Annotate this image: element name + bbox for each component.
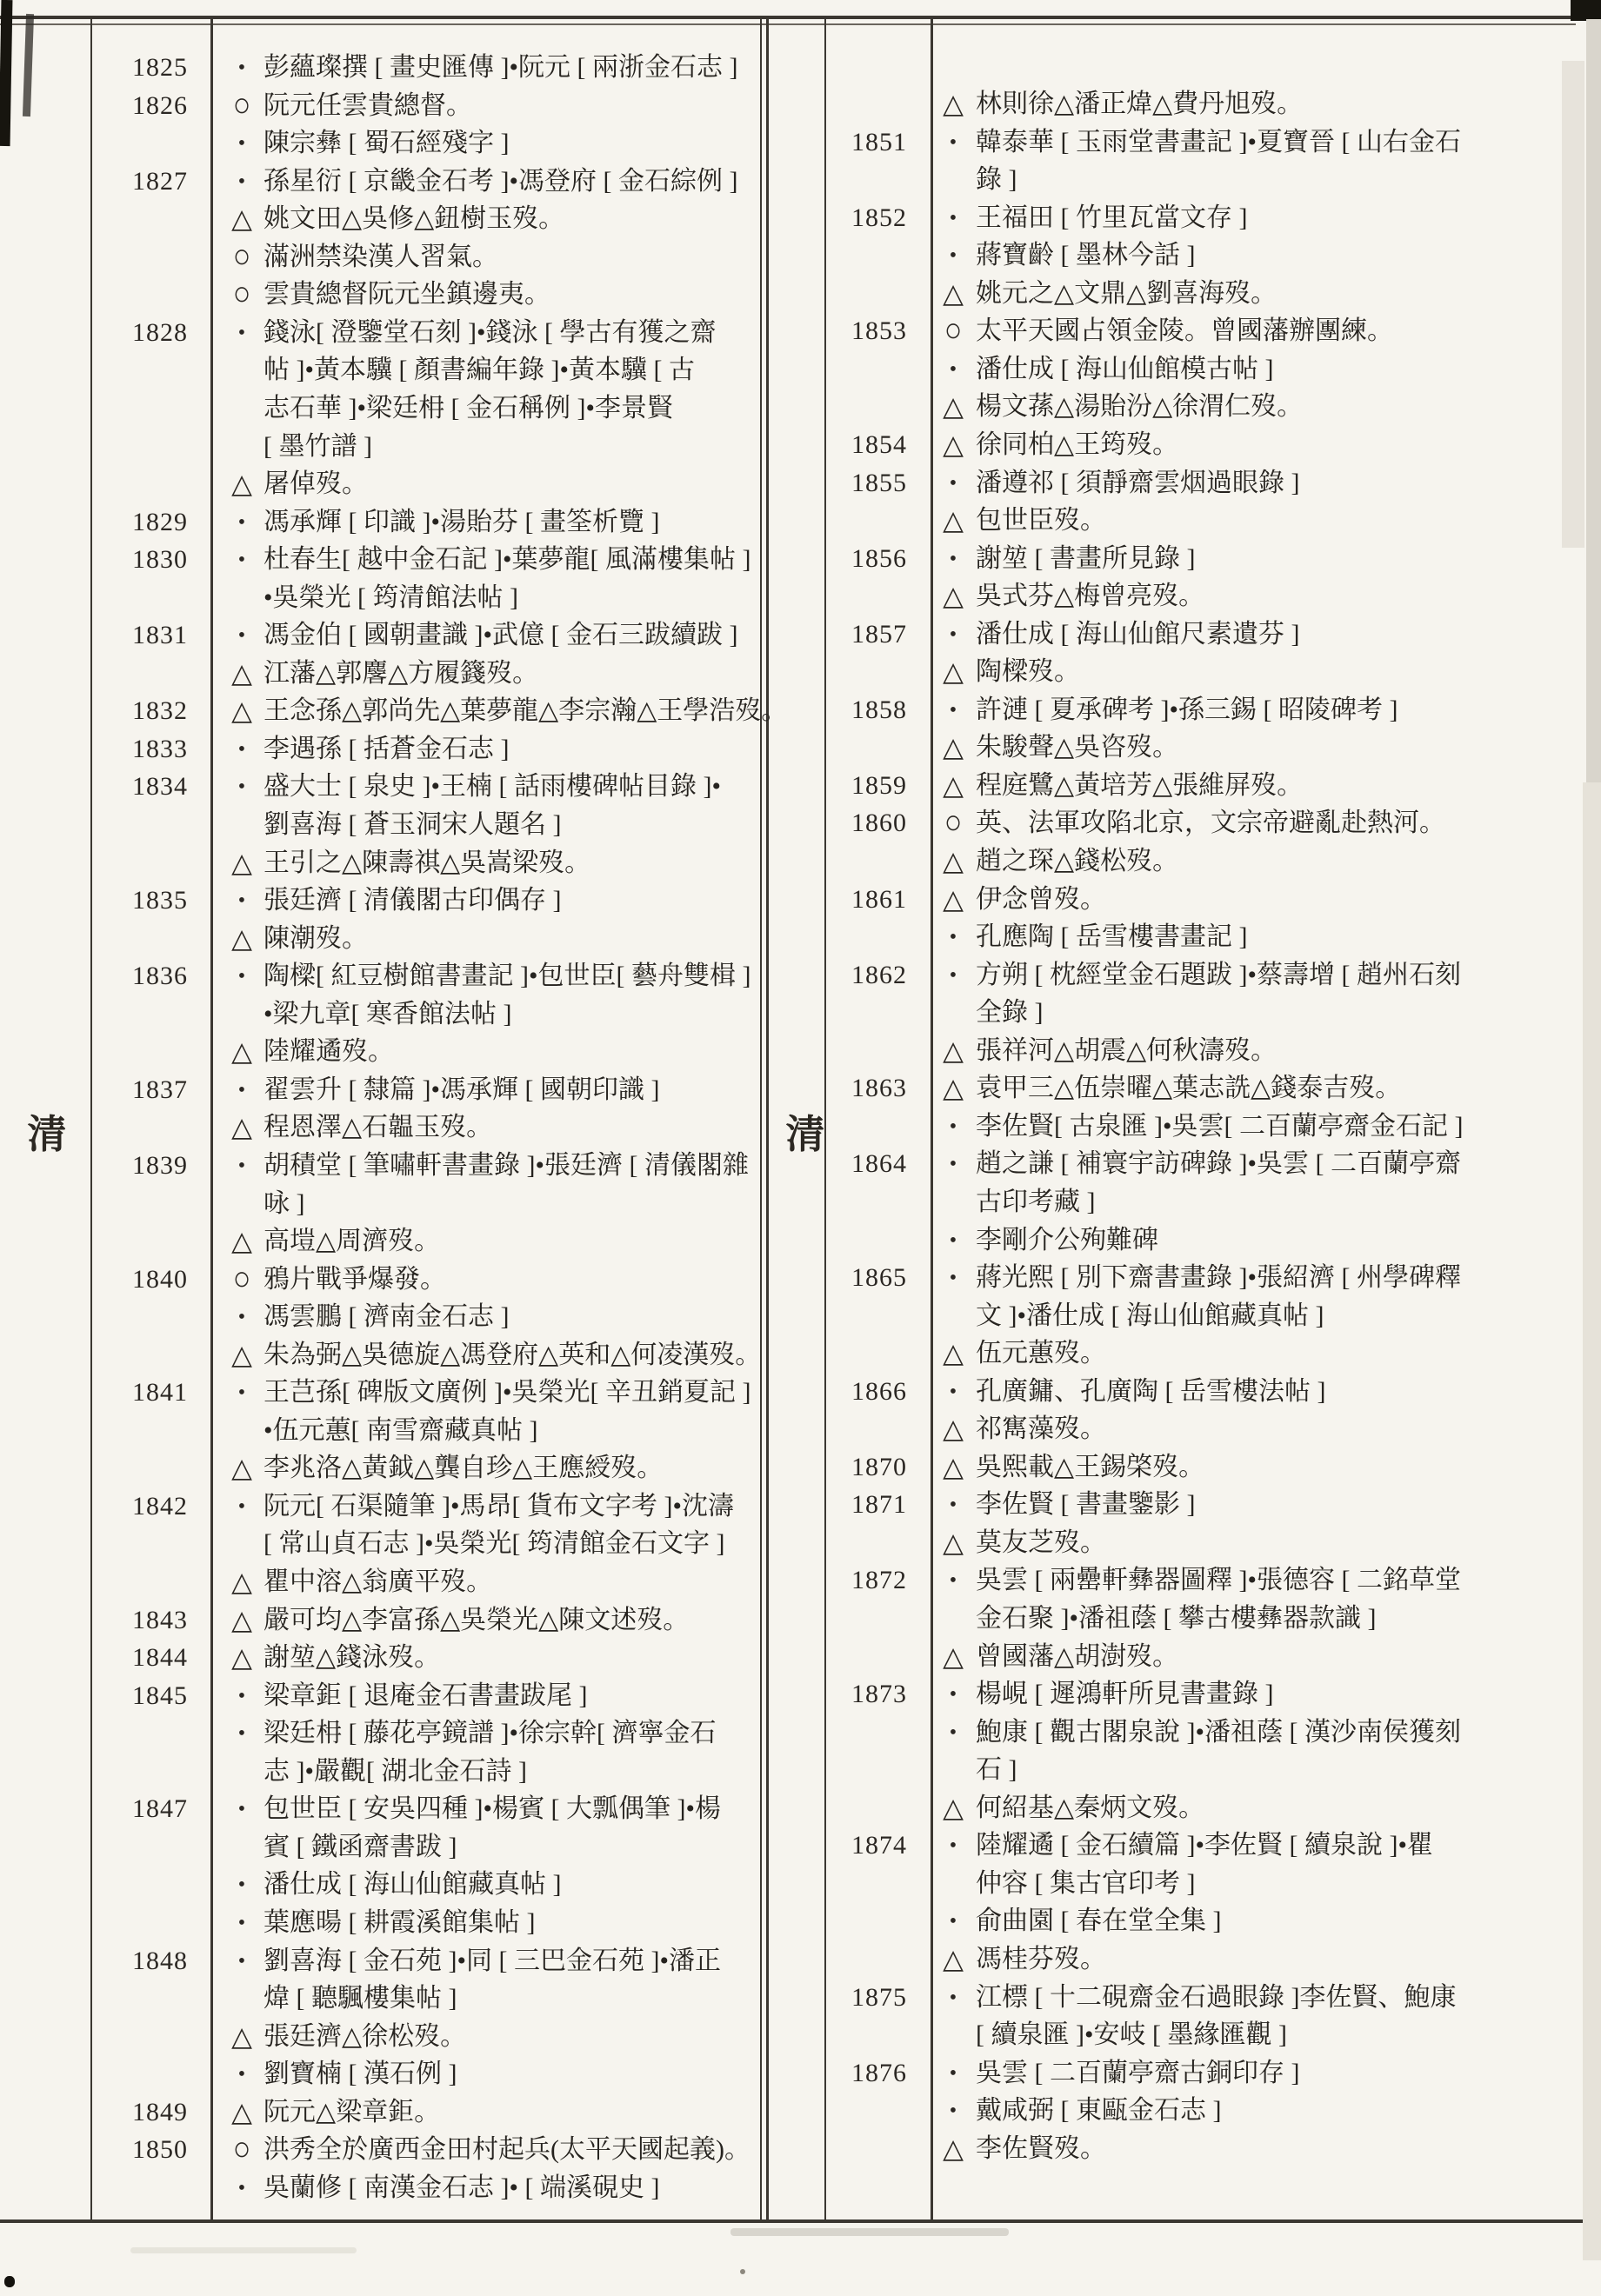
scan-artifact-right-edge xyxy=(1583,782,1601,2260)
publication-dot-icon: • xyxy=(949,1153,957,1176)
entry-text: 王念孫△郭尚先△葉夢龍△李宗瀚△王學浩歿。 xyxy=(263,696,788,726)
entry-text: 朱駿聲△吳咨歿。 xyxy=(976,733,1179,762)
entry-text: 俞曲園 [ 春在堂全集 ] xyxy=(976,1907,1222,1936)
publication-dot-icon: • xyxy=(237,549,246,572)
entry-text: 劉喜海 [ 蒼玉洞宋人題名 ] xyxy=(263,810,562,839)
year-label: 1866 xyxy=(851,1376,907,1406)
entry-text: 煒 [ 聽颿樓集帖 ] xyxy=(263,1984,457,2013)
publication-dot-icon: • xyxy=(949,963,957,987)
entry-text: 古印考藏 ] xyxy=(976,1187,1096,1216)
death-triangle-icon: △ xyxy=(231,203,252,235)
year-label: 1844 xyxy=(132,1643,188,1673)
year-label: 1834 xyxy=(132,772,188,802)
death-triangle-icon: △ xyxy=(943,1451,964,1482)
entry-text: 林則徐△潘正煒△費丹旭歿。 xyxy=(976,90,1304,118)
scan-artifact-right-marks xyxy=(1562,61,1584,548)
publication-dot-icon: • xyxy=(237,132,246,156)
entry-text: 曾國藩△胡澍歿。 xyxy=(976,1641,1179,1671)
entry-text: [ 墨竹譜 ] xyxy=(263,431,372,461)
entry-text: •吳榮光 [ 筠清館法帖 ] xyxy=(263,582,518,612)
publication-dot-icon: • xyxy=(949,547,957,570)
entry-text: 李遇孫 [ 括蒼金石志 ] xyxy=(263,734,510,763)
publication-dot-icon: • xyxy=(949,1720,957,1744)
publication-dot-icon: • xyxy=(949,622,957,646)
entry-text: 張廷濟△徐松歿。 xyxy=(263,2021,467,2051)
entry-text: 李佐賢 [ 書畫鑒影 ] xyxy=(976,1490,1196,1520)
entry-text: 阮元△梁章鉅。 xyxy=(263,2097,441,2126)
dynasty-label-right: 清 xyxy=(785,1113,825,1156)
year-label: 1842 xyxy=(132,1491,188,1521)
death-triangle-icon: △ xyxy=(943,769,964,801)
table-border-top-inner xyxy=(0,23,1576,25)
scan-artifact-bottom-smear-2 xyxy=(130,2247,357,2253)
entry-text: 姚文田△吳修△鈕樹玉歿。 xyxy=(263,204,565,234)
publication-dot-icon: • xyxy=(237,1684,246,1707)
entry-text: 方朔 [ 枕經堂金石題跋 ]•蔡壽增 [ 趙州石刻 xyxy=(976,960,1461,989)
entry-text: 帖 ]•黃本驥 [ 顏書編年錄 ]•黃本驥 [ 古 xyxy=(263,356,695,385)
year-label: 1858 xyxy=(851,695,907,724)
year-label: 1875 xyxy=(851,1982,907,2012)
entry-text: 姚元之△文鼎△劉喜海歿。 xyxy=(976,278,1277,308)
death-triangle-icon: △ xyxy=(943,1792,964,1823)
publication-dot-icon: • xyxy=(949,1834,957,1858)
entry-text: 伍元蕙歿。 xyxy=(976,1339,1106,1368)
year-label: 1860 xyxy=(851,809,907,838)
year-label: 1862 xyxy=(851,960,907,989)
death-triangle-icon: △ xyxy=(943,1640,964,1672)
year-label: 1841 xyxy=(132,1378,188,1408)
publication-dot-icon: • xyxy=(237,1873,246,1897)
year-label: 1853 xyxy=(851,316,907,346)
event-circle-icon: ○ xyxy=(944,804,963,842)
entry-text: 吳式芬△梅曾亮歿。 xyxy=(976,582,1205,611)
death-triangle-icon: △ xyxy=(943,732,964,763)
entry-text: 包世臣歿。 xyxy=(976,506,1106,536)
entry-text: 李兆洛△黃鉞△龔自珍△王應綬歿。 xyxy=(263,1454,664,1483)
year-label: 1865 xyxy=(851,1263,907,1293)
event-circle-icon: ○ xyxy=(232,86,251,124)
entry-text: 梁廷枏 [ 藤花亭鏡譜 ]•徐宗幹[ 濟寧金石 xyxy=(263,1719,717,1748)
publication-dot-icon: • xyxy=(949,698,957,722)
entry-text: 英、法軍攻陷北京，文宗帝避亂赴熱河。 xyxy=(976,809,1445,838)
year-label: 1832 xyxy=(132,696,188,726)
death-triangle-icon: △ xyxy=(943,581,964,612)
publication-dot-icon: • xyxy=(237,889,246,913)
scan-artifact-bottomleft-dot xyxy=(4,2276,15,2287)
rule-left-right-border-1 xyxy=(760,17,762,2221)
year-label: 1833 xyxy=(132,734,188,763)
publication-dot-icon: • xyxy=(237,2176,246,2200)
entry-text: 馮雲鵬 [ 濟南金石志 ] xyxy=(263,1302,510,1332)
entry-text: 江藩△郭麐△方履籛歿。 xyxy=(263,658,539,688)
entry-text: 李佐賢[ 古泉匯 ]•吳雲[ 二百蘭亭齋金石記 ] xyxy=(976,1111,1464,1141)
year-label: 1826 xyxy=(132,90,188,120)
year-label: 1876 xyxy=(851,2058,907,2087)
entry-text: 蔣寶齡 [ 墨林今話 ] xyxy=(976,241,1196,270)
entry-text: 潘遵祁 [ 須靜齋雲烟過眼錄 ] xyxy=(976,468,1300,497)
entry-text: 馮承輝 [ 印識 ]•湯貽芬 [ 畫筌析覽 ] xyxy=(263,507,660,536)
scan-artifact-topleft-band xyxy=(23,14,34,116)
entry-text: 賓 [ 鐵函齋書跋 ] xyxy=(263,1832,457,1861)
entry-text: 謝堃 [ 書畫所見錄 ] xyxy=(976,543,1196,573)
publication-dot-icon: • xyxy=(237,965,246,988)
entry-text: 吳蘭修 [ 南漢金石志 ]• [ 端溪硯史 ] xyxy=(263,2173,660,2202)
publication-dot-icon: • xyxy=(949,926,957,949)
entry-text: 葉應暘 [ 耕霞溪館集帖 ] xyxy=(263,1907,536,1937)
publication-dot-icon: • xyxy=(949,1228,957,1252)
entry-text: 滿洲禁染漢人習氣。 xyxy=(263,242,498,271)
publication-dot-icon: • xyxy=(237,2063,246,2086)
death-triangle-icon: △ xyxy=(231,1036,252,1068)
entry-text: 陶樑[ 紅豆樹館書畫記 ]•包世臣[ 藝舟雙楫 ] xyxy=(263,962,751,991)
entry-text: 吳雲 [ 二百蘭亭齋古銅印存 ] xyxy=(976,2058,1300,2087)
death-triangle-icon: △ xyxy=(231,847,252,878)
year-label: 1850 xyxy=(132,2135,188,2165)
entry-text: 文 ]•潘仕成 [ 海山仙館藏真帖 ] xyxy=(976,1301,1324,1330)
entry-text: 高塏△周濟歿。 xyxy=(263,1227,441,1256)
death-triangle-icon: △ xyxy=(231,1112,252,1143)
entry-text: 潘仕成 [ 海山仙館藏真帖 ] xyxy=(263,1870,562,1900)
entry-text: 趙之謙 [ 補寰宇訪碑錄 ]•吳雲 [ 二百蘭亭齋 xyxy=(976,1149,1461,1179)
entry-text: 陳潮歿。 xyxy=(263,923,368,953)
publication-dot-icon: • xyxy=(949,1115,957,1138)
entry-text: [ 常山貞石志 ]•吳榮光[ 筠清館金石文字 ] xyxy=(263,1529,725,1559)
entry-text: 盛大士 [ 泉史 ]•王楠 [ 話雨樓碑帖目錄 ]• xyxy=(263,772,721,802)
rule-left-year-divider xyxy=(210,17,213,2221)
table-border-top-outer xyxy=(0,16,1579,19)
publication-dot-icon: • xyxy=(949,244,957,268)
publication-dot-icon: • xyxy=(949,1267,957,1290)
entry-text: 楊文蓀△湯貽汾△徐渭仁歿。 xyxy=(976,392,1304,422)
death-triangle-icon: △ xyxy=(943,1338,964,1369)
publication-dot-icon: • xyxy=(237,1078,246,1101)
year-label: 1863 xyxy=(851,1074,907,1103)
year-label: 1872 xyxy=(851,1566,907,1595)
death-triangle-icon: △ xyxy=(943,2133,964,2164)
event-circle-icon: ○ xyxy=(232,1260,251,1298)
entry-text: •梁九章[ 寒香館法帖 ] xyxy=(263,999,512,1028)
year-label: 1828 xyxy=(132,317,188,347)
entry-text: 李剛介公殉難碑 xyxy=(976,1225,1158,1254)
year-label: 1849 xyxy=(132,2097,188,2126)
entry-text: 彭蘊璨撰 [ 畫史匯傳 ]•阮元 [ 兩浙金石志 ] xyxy=(263,53,738,82)
entry-text: 王芑孫[ 碑版文廣例 ]•吳榮光[ 辛丑銷夏記 ] xyxy=(263,1378,751,1408)
publication-dot-icon: • xyxy=(237,737,246,761)
entry-text: 莫友芝歿。 xyxy=(976,1527,1106,1557)
entry-text: 錢泳[ 澄鑒堂石刻 ]•錢泳 [ 學古有獲之齋 xyxy=(263,317,717,347)
death-triangle-icon: △ xyxy=(943,1035,964,1066)
death-triangle-icon: △ xyxy=(231,1567,252,1597)
publication-dot-icon: • xyxy=(237,1306,246,1329)
entry-text: 屠倬歿。 xyxy=(263,469,368,499)
publication-dot-icon: • xyxy=(237,624,246,648)
entry-text: 吳熙載△王錫棨歿。 xyxy=(976,1452,1205,1481)
publication-dot-icon: • xyxy=(949,1986,957,2009)
entry-text: 劉喜海 [ 金石苑 ]•同 [ 三巴金石苑 ]•潘正 xyxy=(263,1946,721,1975)
event-circle-icon: ○ xyxy=(232,237,251,276)
year-label: 1848 xyxy=(132,1946,188,1975)
year-label: 1861 xyxy=(851,884,907,914)
publication-dot-icon: • xyxy=(237,170,246,193)
year-label: 1851 xyxy=(851,127,907,156)
publication-dot-icon: • xyxy=(949,471,957,495)
entry-text: 瞿中溶△翁廣平歿。 xyxy=(263,1567,493,1596)
year-label: 1836 xyxy=(132,962,188,991)
entry-text: 金石聚 ]•潘祖蔭 [ 攀古樓彝器款識 ] xyxy=(976,1604,1377,1633)
death-triangle-icon: △ xyxy=(943,89,964,119)
year-label: 1870 xyxy=(851,1452,907,1481)
entry-text: 潘仕成 [ 海山仙館尺素遺芬 ] xyxy=(976,619,1300,649)
death-triangle-icon: △ xyxy=(943,1527,964,1558)
death-triangle-icon: △ xyxy=(231,657,252,689)
year-label: 1827 xyxy=(132,166,188,196)
publication-dot-icon: • xyxy=(949,2100,957,2123)
entry-text: 馮桂芬歿。 xyxy=(976,1944,1106,1973)
publication-dot-icon: • xyxy=(237,1949,246,1973)
entry-text: 陸耀遹 [ 金石續篇 ]•李佐賢 [ 續泉說 ]•瞿 xyxy=(976,1831,1433,1860)
death-triangle-icon: △ xyxy=(231,1339,252,1370)
rule-left-margin-divider xyxy=(90,17,92,2221)
year-label: 1847 xyxy=(132,1794,188,1824)
publication-dot-icon: • xyxy=(949,1910,957,1933)
entry-text: 江標 [ 十二硯齋金石過眼錄 ]李佐賢、鮑康 xyxy=(976,1982,1457,2012)
entry-text: 全錄 ] xyxy=(976,998,1044,1028)
death-triangle-icon: △ xyxy=(231,469,252,500)
publication-dot-icon: • xyxy=(237,510,246,534)
death-triangle-icon: △ xyxy=(231,2096,252,2127)
death-triangle-icon: △ xyxy=(943,1414,964,1445)
entry-text: 蔣光熙 [ 別下齋書畫錄 ]•張紹濟 [ 州學碑釋 xyxy=(976,1263,1461,1293)
death-triangle-icon: △ xyxy=(943,391,964,423)
publication-dot-icon: • xyxy=(237,1911,246,1934)
entry-text: 翟雲升 [ 隸篇 ]•馮承輝 [ 國朝印識 ] xyxy=(263,1075,660,1104)
entry-text: 仲容 [ 集古官印考 ] xyxy=(976,1868,1196,1898)
year-label: 1857 xyxy=(851,619,907,649)
entry-text: 梁章鉅 [ 退庵金石書畫跋尾 ] xyxy=(263,1680,588,1710)
publication-dot-icon: • xyxy=(949,1683,957,1707)
entry-text: 杜春生[ 越中金石記 ]•葉夢龍[ 風滿樓集帖 ] xyxy=(263,545,751,575)
entry-text: 孔廣鏞、孔廣陶 [ 岳雪樓法帖 ] xyxy=(976,1376,1326,1406)
year-label: 1839 xyxy=(132,1150,188,1180)
entry-text: 朱為弼△吳德旋△馮登府△英和△何凌漢歿。 xyxy=(263,1340,762,1369)
year-label: 1856 xyxy=(851,543,907,573)
death-triangle-icon: △ xyxy=(231,1453,252,1484)
entry-text: 志 ]•嚴觀[ 湖北金石詩 ] xyxy=(263,1756,527,1786)
year-label: 1831 xyxy=(132,621,188,650)
entry-text: 錄 ] xyxy=(976,165,1017,195)
publication-dot-icon: • xyxy=(237,321,246,344)
entry-text: 何紹基△秦炳文歿。 xyxy=(976,1793,1205,1822)
entry-text: 張廷濟 [ 清儀閣古印偶存 ] xyxy=(263,886,562,915)
entry-text: 阮元[ 石渠隨筆 ]•馬昂[ 貨布文字考 ]•沈濤 xyxy=(263,1491,734,1521)
death-triangle-icon: △ xyxy=(943,1073,964,1104)
publication-dot-icon: • xyxy=(237,1798,246,1821)
entry-text: 王福田 [ 竹里瓦當文存 ] xyxy=(976,203,1248,232)
year-label: 1843 xyxy=(132,1605,188,1634)
publication-dot-icon: • xyxy=(237,775,246,799)
year-label: 1825 xyxy=(132,53,188,82)
year-label: 1852 xyxy=(851,203,907,232)
entry-text: 孔應陶 [ 岳雪樓書畫記 ] xyxy=(976,922,1248,952)
event-circle-icon: ○ xyxy=(232,276,251,313)
entry-text: 張祥河△胡震△何秋濤歿。 xyxy=(976,1035,1277,1065)
scan-artifact-topleft-streak xyxy=(0,0,12,146)
event-circle-icon: ○ xyxy=(232,2131,251,2168)
death-triangle-icon: △ xyxy=(943,883,964,915)
year-label: 1845 xyxy=(132,1680,188,1710)
year-label: 1871 xyxy=(851,1490,907,1520)
entry-text: 潘仕成 [ 海山仙館模古帖 ] xyxy=(976,354,1274,383)
entry-text: 吳雲 [ 兩罍軒彝器圖釋 ]•張德容 [ 二銘草堂 xyxy=(976,1566,1461,1595)
year-label: 1835 xyxy=(132,886,188,915)
death-triangle-icon: △ xyxy=(231,2020,252,2052)
publication-dot-icon: • xyxy=(237,1722,246,1746)
event-circle-icon: ○ xyxy=(944,312,963,349)
year-label: 1859 xyxy=(851,770,907,800)
death-triangle-icon: △ xyxy=(231,922,252,954)
death-triangle-icon: △ xyxy=(231,1604,252,1635)
publication-dot-icon: • xyxy=(949,2061,957,2085)
death-triangle-icon: △ xyxy=(943,505,964,536)
entry-text: 咏 ] xyxy=(263,1188,305,1218)
year-label: 1873 xyxy=(851,1680,907,1709)
publication-dot-icon: • xyxy=(949,1380,957,1403)
entry-text: 徐同柏△王筠歿。 xyxy=(976,429,1179,459)
entry-text: 許漣 [ 夏承碑考 ]•孫三錫 [ 昭陵碑考 ] xyxy=(976,695,1398,724)
entry-text: 伊念曾歿。 xyxy=(976,884,1106,914)
entry-text: 太平天國占領金陵。曾國藩辦團練。 xyxy=(976,316,1393,346)
death-triangle-icon: △ xyxy=(231,1642,252,1674)
publication-dot-icon: • xyxy=(949,130,957,154)
entry-text: 雲貴總督阮元坐鎮邊夷。 xyxy=(263,280,550,309)
entry-text: 胡積堂 [ 筆嘯軒書畫錄 ]•張廷濟 [ 清儀閣雜 xyxy=(263,1150,749,1180)
entry-text: 劉寶楠 [ 漢石例 ] xyxy=(263,2060,457,2089)
dynasty-label-left: 清 xyxy=(27,1113,67,1156)
entry-text: 嚴可均△李富孫△吳榮光△陳文述歿。 xyxy=(263,1605,690,1634)
scan-artifact-bottom-dot xyxy=(740,2269,745,2274)
death-triangle-icon: △ xyxy=(943,846,964,876)
entry-text: 阮元任雲貴總督。 xyxy=(263,90,472,120)
entry-text: 鴉片戰爭爆發。 xyxy=(263,1264,446,1294)
death-triangle-icon: △ xyxy=(231,1226,252,1257)
entry-text: •伍元蕙[ 南雪齋藏真帖 ] xyxy=(263,1415,538,1445)
entry-text: [ 續泉匯 ]•安岐 [ 墨緣匯觀 ] xyxy=(976,2020,1287,2050)
year-label: 1864 xyxy=(851,1149,907,1179)
death-triangle-icon: △ xyxy=(231,695,252,727)
entry-text: 陸耀遹歿。 xyxy=(263,1037,394,1067)
publication-dot-icon: • xyxy=(237,57,246,79)
publication-dot-icon: • xyxy=(237,1154,246,1177)
death-triangle-icon: △ xyxy=(943,429,964,460)
death-triangle-icon: △ xyxy=(943,656,964,688)
death-triangle-icon: △ xyxy=(943,1943,964,1974)
entry-text: 陶樑歿。 xyxy=(976,657,1080,687)
entry-text: 孫星衍 [ 京畿金石考 ]•馮登府 [ 金石綜例 ] xyxy=(263,166,738,196)
entry-text: 謝堃△錢泳歿。 xyxy=(263,1643,441,1673)
entry-text: 石 ] xyxy=(976,1755,1017,1785)
publication-dot-icon: • xyxy=(237,1381,246,1405)
entry-text: 趙之琛△錢松歿。 xyxy=(976,847,1179,875)
publication-dot-icon: • xyxy=(949,357,957,381)
entry-text: 陳宗彝 [ 蜀石經殘字 ] xyxy=(263,129,510,158)
entry-text: 洪秀全於廣西金田村起兵(太平天國起義)。 xyxy=(263,2135,750,2165)
rule-left-right-border-2 xyxy=(766,17,769,2221)
entry-text: 程庭鷺△黃培芳△張維屏歿。 xyxy=(976,770,1304,800)
publication-dot-icon: • xyxy=(949,1494,957,1517)
entry-text: 袁甲三△伍崇曜△葉志詵△錢泰吉歿。 xyxy=(976,1074,1402,1103)
entry-text: 楊峴 [ 遲鴻軒所見書畫錄 ] xyxy=(976,1680,1274,1709)
entry-text: 韓泰華 [ 玉雨堂書畫記 ]•夏寶晉 [ 山右金石 xyxy=(976,127,1461,156)
publication-dot-icon: • xyxy=(949,1569,957,1593)
entry-text: 李佐賢歿。 xyxy=(976,2133,1106,2163)
publication-dot-icon: • xyxy=(949,206,957,230)
publication-dot-icon: • xyxy=(237,1494,246,1518)
scan-artifact-bottom-smear-1 xyxy=(730,2228,1009,2236)
entry-text: 戴咸弼 [ 東甌金石志 ] xyxy=(976,2096,1222,2126)
year-label: 1874 xyxy=(851,1831,907,1860)
table-border-bottom xyxy=(0,2219,1584,2223)
year-label: 1829 xyxy=(132,507,188,536)
year-label: 1837 xyxy=(132,1075,188,1104)
year-label: 1854 xyxy=(851,429,907,459)
year-label: 1855 xyxy=(851,468,907,497)
entry-text: 鮑康 [ 觀古閣泉說 ]•潘祖蔭 [ 漢沙南侯獲刻 xyxy=(976,1717,1461,1747)
entry-text: 馮金伯 [ 國朝畫識 ]•武億 [ 金石三跋續跋 ] xyxy=(263,621,738,650)
year-label: 1830 xyxy=(132,545,188,575)
entry-text: 程恩澤△石韞玉歿。 xyxy=(263,1113,493,1142)
death-triangle-icon: △ xyxy=(943,277,964,309)
entry-text: 包世臣 [ 安吳四種 ]•楊賓 [ 大瓢偶筆 ]•楊 xyxy=(263,1794,721,1824)
entry-text: 志石華 ]•梁廷枏 [ 金石稱例 ]•李景賢 xyxy=(263,393,673,423)
entry-text: 祁寯藻歿。 xyxy=(976,1414,1106,1444)
scan-artifact-topright-band xyxy=(1586,19,1601,784)
entry-text: 王引之△陳壽祺△吳嵩梁歿。 xyxy=(263,848,591,877)
rule-right-year-divider xyxy=(931,17,933,2221)
year-label: 1840 xyxy=(132,1264,188,1294)
